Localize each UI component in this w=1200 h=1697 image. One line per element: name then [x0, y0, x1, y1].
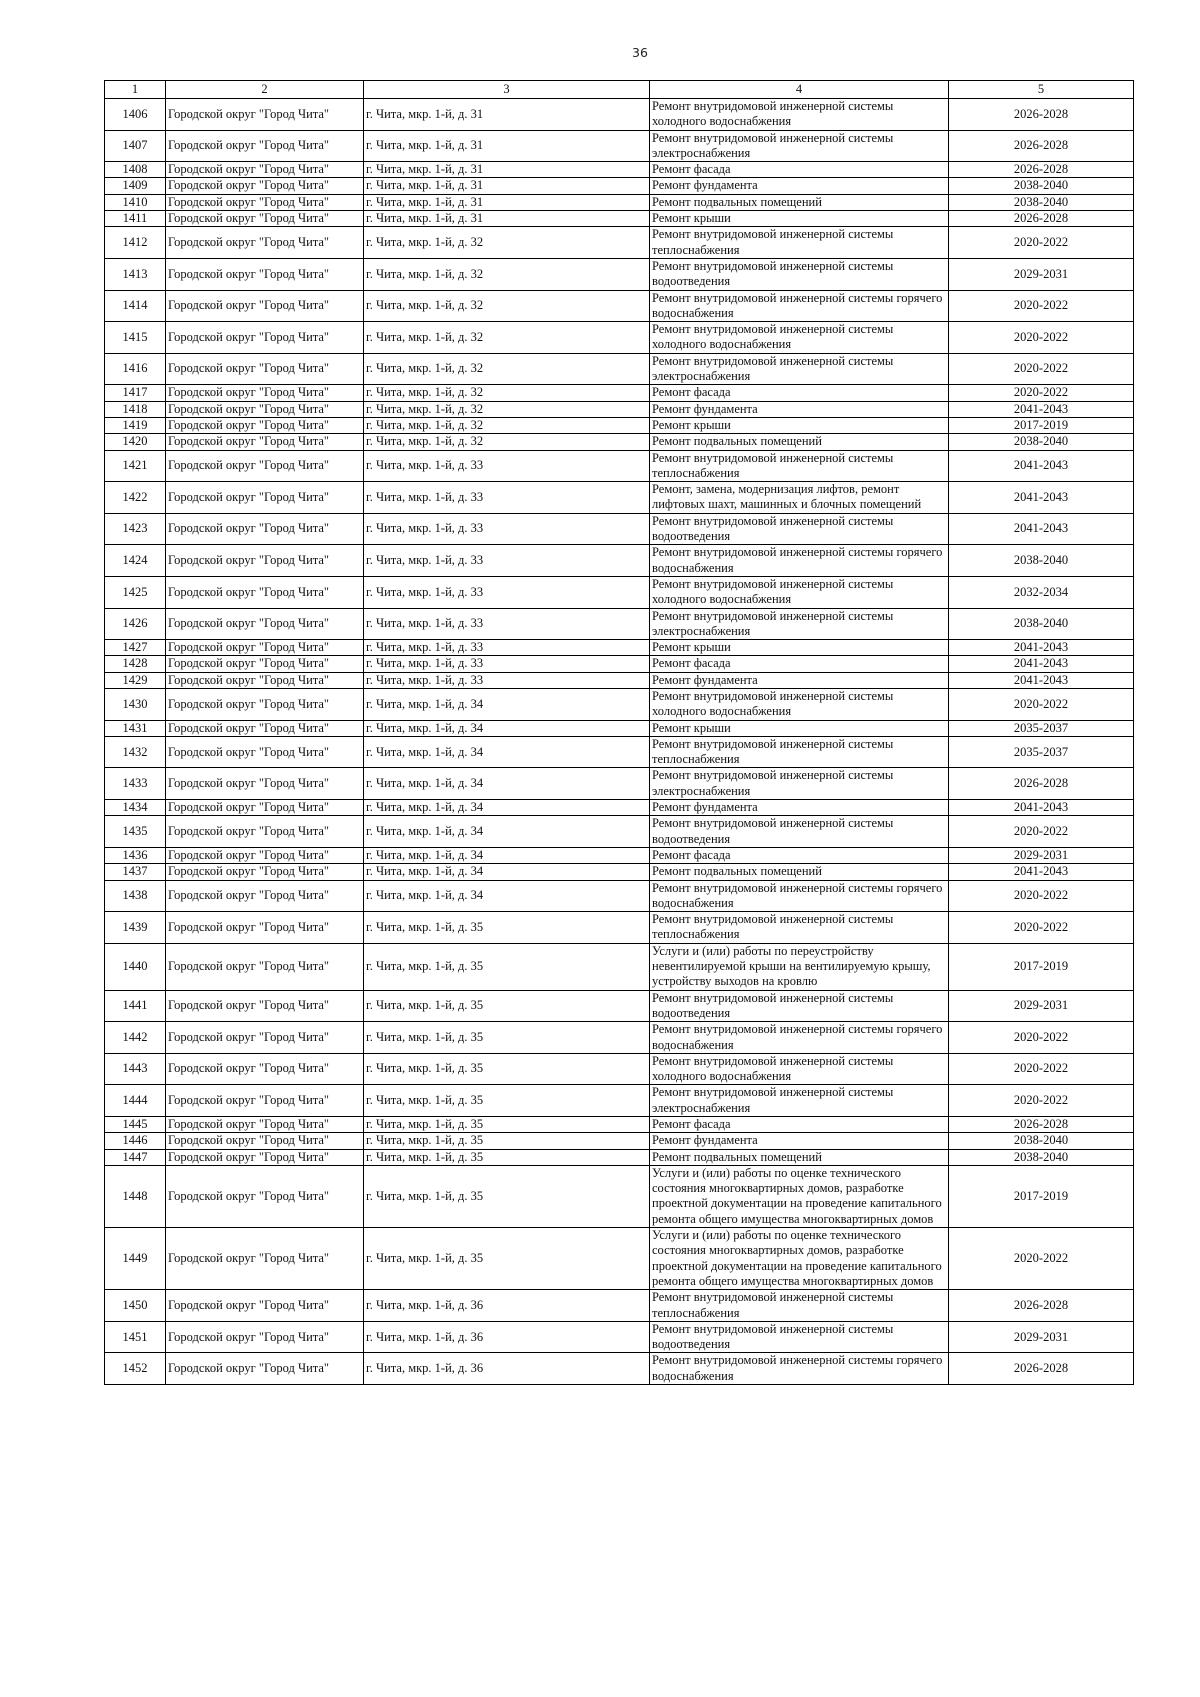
district-cell: Городской округ "Город Чита" [166, 912, 364, 944]
work-type-cell: Ремонт внутридомовой инженерной системы теплоснабжения [650, 450, 949, 482]
period-cell: 2041-2043 [949, 672, 1134, 688]
period-cell: 2041-2043 [949, 864, 1134, 880]
work-type-cell: Ремонт фасада [650, 1117, 949, 1133]
table-row [105, 482, 1134, 514]
address-cell: г. Чита, мкр. 1-й, д. 36 [364, 1321, 650, 1353]
table-row [105, 688, 1134, 720]
row-number-cell: 1413 [105, 258, 166, 290]
work-type-cell: Ремонт фасада [650, 385, 949, 401]
work-type-cell: Ремонт внутридомовой инженерной системы холодного водоснабжения [650, 1053, 949, 1085]
address-cell: г. Чита, мкр. 1-й, д. 35 [364, 1117, 650, 1133]
row-number-cell: 1411 [105, 211, 166, 227]
district-cell: Городской округ "Город Чита" [166, 99, 364, 131]
table-row [105, 417, 1134, 433]
table-row [105, 290, 1134, 322]
work-type-cell: Ремонт внутридомовой инженерной системы горячего водоснабжения [650, 1022, 949, 1054]
row-number-cell: 1410 [105, 194, 166, 210]
address-cell: г. Чита, мкр. 1-й, д. 32 [364, 290, 650, 322]
row-number-cell: 1438 [105, 880, 166, 912]
address-cell: г. Чита, мкр. 1-й, д. 36 [364, 1353, 650, 1385]
period-cell: 2038-2040 [949, 545, 1134, 577]
row-number-cell: 1441 [105, 990, 166, 1022]
work-type-cell: Ремонт фундамента [650, 1133, 949, 1149]
table-row [105, 353, 1134, 385]
address-cell: г. Чита, мкр. 1-й, д. 33 [364, 576, 650, 608]
district-cell: Городской округ "Город Чита" [166, 990, 364, 1022]
address-cell: г. Чита, мкр. 1-й, д. 31 [364, 99, 650, 131]
address-cell: г. Чита, мкр. 1-й, д. 32 [364, 417, 650, 433]
period-cell: 2032-2034 [949, 576, 1134, 608]
capital-repair-table [104, 80, 1134, 1385]
period-cell: 2026-2028 [949, 768, 1134, 800]
district-cell: Городской округ "Город Чита" [166, 768, 364, 800]
district-cell: Городской округ "Город Чита" [166, 258, 364, 290]
district-cell: Городской округ "Город Чита" [166, 864, 364, 880]
address-cell: г. Чита, мкр. 1-й, д. 34 [364, 720, 650, 736]
district-cell: Городской округ "Город Чита" [166, 1085, 364, 1117]
row-number-cell: 1406 [105, 99, 166, 131]
district-cell: Городской округ "Город Чита" [166, 800, 364, 816]
table-row [105, 99, 1134, 131]
address-cell: г. Чита, мкр. 1-й, д. 33 [364, 608, 650, 640]
table-row [105, 258, 1134, 290]
address-cell: г. Чита, мкр. 1-й, д. 33 [364, 545, 650, 577]
district-cell: Городской округ "Город Чита" [166, 1353, 364, 1385]
work-type-cell: Ремонт крыши [650, 211, 949, 227]
district-cell: Городской округ "Город Чита" [166, 736, 364, 768]
row-number-cell: 1436 [105, 847, 166, 863]
row-number-cell: 1449 [105, 1228, 166, 1290]
row-number-cell: 1427 [105, 640, 166, 656]
period-cell: 2020-2022 [949, 688, 1134, 720]
table-row [105, 656, 1134, 672]
work-type-cell: Ремонт внутридомовой инженерной системы горячего водоснабжения [650, 880, 949, 912]
row-number-cell: 1440 [105, 943, 166, 990]
address-cell: г. Чита, мкр. 1-й, д. 32 [364, 353, 650, 385]
address-cell: г. Чита, мкр. 1-й, д. 33 [364, 450, 650, 482]
row-number-cell: 1423 [105, 513, 166, 545]
district-cell: Городской округ "Город Чита" [166, 545, 364, 577]
address-cell: г. Чита, мкр. 1-й, д. 35 [364, 1085, 650, 1117]
work-type-cell: Ремонт внутридомовой инженерной системы электроснабжения [650, 768, 949, 800]
address-cell: г. Чита, мкр. 1-й, д. 34 [364, 847, 650, 863]
period-cell: 2017-2019 [949, 943, 1134, 990]
period-cell: 2026-2028 [949, 162, 1134, 178]
work-type-cell: Ремонт внутридомовой инженерной системы электроснабжения [650, 130, 949, 162]
district-cell: Городской округ "Город Чита" [166, 227, 364, 259]
district-cell: Городской округ "Город Чита" [166, 1290, 364, 1322]
period-cell: 2020-2022 [949, 322, 1134, 354]
table-row [105, 1228, 1134, 1290]
address-cell: г. Чита, мкр. 1-й, д. 35 [364, 1022, 650, 1054]
period-cell: 2041-2043 [949, 513, 1134, 545]
work-type-cell: Ремонт внутридомовой инженерной системы водоотведения [650, 258, 949, 290]
district-cell: Городской округ "Город Чита" [166, 880, 364, 912]
address-cell: г. Чита, мкр. 1-й, д. 34 [364, 880, 650, 912]
district-cell: Городской округ "Город Чита" [166, 290, 364, 322]
row-number-cell: 1431 [105, 720, 166, 736]
work-type-cell: Ремонт внутридомовой инженерной системы горячего водоснабжения [650, 290, 949, 322]
work-type-cell: Ремонт внутридомовой инженерной системы водоотведения [650, 816, 949, 848]
period-cell: 2017-2019 [949, 417, 1134, 433]
table-row [105, 990, 1134, 1022]
row-number-cell: 1439 [105, 912, 166, 944]
work-type-cell: Ремонт подвальных помещений [650, 194, 949, 210]
period-cell: 2041-2043 [949, 482, 1134, 514]
district-cell: Городской округ "Город Чита" [166, 608, 364, 640]
district-cell: Городской округ "Город Чита" [166, 1165, 364, 1227]
period-cell: 2020-2022 [949, 1053, 1134, 1085]
work-type-cell: Ремонт внутридомовой инженерной системы водоотведения [650, 990, 949, 1022]
period-cell: 2041-2043 [949, 640, 1134, 656]
row-number-cell: 1415 [105, 322, 166, 354]
address-cell: г. Чита, мкр. 1-й, д. 34 [364, 800, 650, 816]
address-cell: г. Чита, мкр. 1-й, д. 34 [364, 864, 650, 880]
period-cell: 2041-2043 [949, 656, 1134, 672]
table-row [105, 1053, 1134, 1085]
work-type-cell: Ремонт внутридомовой инженерной системы холодного водоснабжения [650, 576, 949, 608]
table-row [105, 640, 1134, 656]
district-cell: Городской округ "Город Чита" [166, 513, 364, 545]
row-number-cell: 1421 [105, 450, 166, 482]
row-number-cell: 1428 [105, 656, 166, 672]
period-cell: 2038-2040 [949, 608, 1134, 640]
period-cell: 2020-2022 [949, 1228, 1134, 1290]
district-cell: Городской округ "Город Чита" [166, 322, 364, 354]
period-cell: 2038-2040 [949, 194, 1134, 210]
period-cell: 2038-2040 [949, 1149, 1134, 1165]
work-type-cell: Ремонт внутридомовой инженерной системы теплоснабжения [650, 227, 949, 259]
work-type-cell: Ремонт внутридомовой инженерной системы теплоснабжения [650, 1290, 949, 1322]
table-body [105, 99, 1134, 1385]
table-row [105, 800, 1134, 816]
work-type-cell: Ремонт внутридомовой инженерной системы холодного водоснабжения [650, 688, 949, 720]
table-row [105, 1165, 1134, 1227]
period-cell: 2026-2028 [949, 211, 1134, 227]
period-cell: 2020-2022 [949, 880, 1134, 912]
period-cell: 2041-2043 [949, 401, 1134, 417]
address-cell: г. Чита, мкр. 1-й, д. 35 [364, 912, 650, 944]
row-number-cell: 1416 [105, 353, 166, 385]
table-row [105, 1149, 1134, 1165]
address-cell: г. Чита, мкр. 1-й, д. 32 [364, 434, 650, 450]
row-number-cell: 1414 [105, 290, 166, 322]
period-cell: 2029-2031 [949, 258, 1134, 290]
address-cell: г. Чита, мкр. 1-й, д. 32 [364, 401, 650, 417]
table-row [105, 513, 1134, 545]
table-row [105, 608, 1134, 640]
row-number-cell: 1426 [105, 608, 166, 640]
header-cell: 4 [650, 81, 949, 99]
period-cell: 2029-2031 [949, 990, 1134, 1022]
row-number-cell: 1425 [105, 576, 166, 608]
district-cell: Городской округ "Город Чита" [166, 417, 364, 433]
district-cell: Городской округ "Город Чита" [166, 450, 364, 482]
work-type-cell: Ремонт крыши [650, 720, 949, 736]
work-type-cell: Услуги и (или) работы по переустройству невентилируемой крыши на вентилируемую крышу, устройству выходов на кровлю [650, 943, 949, 990]
table-row [105, 736, 1134, 768]
row-number-cell: 1418 [105, 401, 166, 417]
period-cell: 2020-2022 [949, 290, 1134, 322]
row-number-cell: 1450 [105, 1290, 166, 1322]
period-cell: 2038-2040 [949, 178, 1134, 194]
work-type-cell: Ремонт внутридомовой инженерной системы теплоснабжения [650, 912, 949, 944]
period-cell: 2020-2022 [949, 912, 1134, 944]
work-type-cell: Ремонт фундамента [650, 672, 949, 688]
table-row [105, 211, 1134, 227]
district-cell: Городской округ "Город Чита" [166, 1022, 364, 1054]
row-number-cell: 1424 [105, 545, 166, 577]
period-cell: 2026-2028 [949, 1117, 1134, 1133]
row-number-cell: 1433 [105, 768, 166, 800]
period-cell: 2020-2022 [949, 1022, 1134, 1054]
address-cell: г. Чита, мкр. 1-й, д. 33 [364, 672, 650, 688]
table-row [105, 162, 1134, 178]
address-cell: г. Чита, мкр. 1-й, д. 31 [364, 130, 650, 162]
table-row [105, 434, 1134, 450]
address-cell: г. Чита, мкр. 1-й, д. 32 [364, 385, 650, 401]
work-type-cell: Ремонт фундамента [650, 178, 949, 194]
period-cell: 2038-2040 [949, 434, 1134, 450]
work-type-cell: Ремонт внутридомовой инженерной системы водоотведения [650, 1321, 949, 1353]
row-number-cell: 1429 [105, 672, 166, 688]
row-number-cell: 1437 [105, 864, 166, 880]
table-row [105, 816, 1134, 848]
row-number-cell: 1442 [105, 1022, 166, 1054]
address-cell: г. Чита, мкр. 1-й, д. 31 [364, 194, 650, 210]
work-type-cell: Ремонт внутридомовой инженерной системы холодного водоснабжения [650, 322, 949, 354]
row-number-cell: 1420 [105, 434, 166, 450]
address-cell: г. Чита, мкр. 1-й, д. 36 [364, 1290, 650, 1322]
table-row [105, 720, 1134, 736]
address-cell: г. Чита, мкр. 1-й, д. 34 [364, 768, 650, 800]
address-cell: г. Чита, мкр. 1-й, д. 34 [364, 688, 650, 720]
address-cell: г. Чита, мкр. 1-й, д. 31 [364, 162, 650, 178]
district-cell: Городской округ "Город Чита" [166, 688, 364, 720]
address-cell: г. Чита, мкр. 1-й, д. 35 [364, 990, 650, 1022]
district-cell: Городской округ "Город Чита" [166, 576, 364, 608]
address-cell: г. Чита, мкр. 1-й, д. 35 [364, 943, 650, 990]
table-row [105, 912, 1134, 944]
period-cell: 2029-2031 [949, 847, 1134, 863]
table-row [105, 194, 1134, 210]
table-row [105, 1022, 1134, 1054]
row-number-cell: 1432 [105, 736, 166, 768]
row-number-cell: 1417 [105, 385, 166, 401]
period-cell: 2020-2022 [949, 227, 1134, 259]
period-cell: 2026-2028 [949, 99, 1134, 131]
row-number-cell: 1448 [105, 1165, 166, 1227]
work-type-cell: Ремонт подвальных помещений [650, 864, 949, 880]
table-row [105, 864, 1134, 880]
address-cell: г. Чита, мкр. 1-й, д. 35 [364, 1149, 650, 1165]
table-row [105, 768, 1134, 800]
address-cell: г. Чита, мкр. 1-й, д. 33 [364, 513, 650, 545]
district-cell: Городской округ "Город Чита" [166, 401, 364, 417]
work-type-cell: Ремонт фасада [650, 656, 949, 672]
address-cell: г. Чита, мкр. 1-й, д. 35 [364, 1053, 650, 1085]
work-type-cell: Ремонт фундамента [650, 401, 949, 417]
period-cell: 2026-2028 [949, 130, 1134, 162]
district-cell: Городской округ "Город Чита" [166, 211, 364, 227]
table-row [105, 401, 1134, 417]
district-cell: Городской округ "Город Чита" [166, 194, 364, 210]
work-type-cell: Услуги и (или) работы по оценке технического состояния многоквартирных домов, разработке проектной документации на проведение капитального ремонта общего имущества многоквартирных домов [650, 1165, 949, 1227]
work-type-cell: Ремонт внутридомовой инженерной системы электроснабжения [650, 1085, 949, 1117]
period-cell: 2020-2022 [949, 816, 1134, 848]
district-cell: Городской округ "Город Чита" [166, 178, 364, 194]
district-cell: Городской округ "Город Чита" [166, 1149, 364, 1165]
address-cell: г. Чита, мкр. 1-й, д. 33 [364, 656, 650, 672]
row-number-cell: 1408 [105, 162, 166, 178]
district-cell: Городской округ "Город Чита" [166, 640, 364, 656]
address-cell: г. Чита, мкр. 1-й, д. 32 [364, 322, 650, 354]
work-type-cell: Ремонт подвальных помещений [650, 434, 949, 450]
work-type-cell: Ремонт внутридомовой инженерной системы электроснабжения [650, 608, 949, 640]
table-row [105, 1133, 1134, 1149]
period-cell: 2020-2022 [949, 353, 1134, 385]
work-type-cell: Ремонт фасада [650, 847, 949, 863]
period-cell: 2020-2022 [949, 385, 1134, 401]
address-cell: г. Чита, мкр. 1-й, д. 32 [364, 227, 650, 259]
district-cell: Городской округ "Город Чита" [166, 1321, 364, 1353]
address-cell: г. Чита, мкр. 1-й, д. 31 [364, 211, 650, 227]
address-cell: г. Чита, мкр. 1-й, д. 35 [364, 1165, 650, 1227]
row-number-cell: 1451 [105, 1321, 166, 1353]
period-cell: 2026-2028 [949, 1290, 1134, 1322]
work-type-cell: Ремонт крыши [650, 417, 949, 433]
row-number-cell: 1447 [105, 1149, 166, 1165]
header-cell: 3 [364, 81, 650, 99]
row-number-cell: 1444 [105, 1085, 166, 1117]
district-cell: Городской округ "Город Чита" [166, 385, 364, 401]
work-type-cell: Ремонт внутридомовой инженерной системы теплоснабжения [650, 736, 949, 768]
work-type-cell: Услуги и (или) работы по оценке технического состояния многоквартирных домов, разработке проектной документации на проведение капитального ремонта общего имущества многоквартирных домов [650, 1228, 949, 1290]
period-cell: 2029-2031 [949, 1321, 1134, 1353]
period-cell: 2041-2043 [949, 450, 1134, 482]
district-cell: Городской округ "Город Чита" [166, 1053, 364, 1085]
period-cell: 2038-2040 [949, 1133, 1134, 1149]
period-cell: 2035-2037 [949, 736, 1134, 768]
district-cell: Городской округ "Город Чита" [166, 482, 364, 514]
table-row [105, 672, 1134, 688]
table-row [105, 1321, 1134, 1353]
address-cell: г. Чита, мкр. 1-й, д. 34 [364, 816, 650, 848]
row-number-cell: 1409 [105, 178, 166, 194]
address-cell: г. Чита, мкр. 1-й, д. 34 [364, 736, 650, 768]
table-row [105, 1353, 1134, 1385]
period-cell: 2020-2022 [949, 1085, 1134, 1117]
address-cell: г. Чита, мкр. 1-й, д. 35 [364, 1228, 650, 1290]
district-cell: Городской округ "Город Чита" [166, 656, 364, 672]
work-type-cell: Ремонт подвальных помещений [650, 1149, 949, 1165]
district-cell: Городской округ "Город Чита" [166, 816, 364, 848]
table-row [105, 130, 1134, 162]
row-number-cell: 1419 [105, 417, 166, 433]
district-cell: Городской округ "Город Чита" [166, 672, 364, 688]
row-number-cell: 1407 [105, 130, 166, 162]
table-row [105, 576, 1134, 608]
table-row [105, 1290, 1134, 1322]
address-cell: г. Чита, мкр. 1-й, д. 31 [364, 178, 650, 194]
address-cell: г. Чита, мкр. 1-й, д. 33 [364, 482, 650, 514]
table-row [105, 880, 1134, 912]
work-type-cell: Ремонт фундамента [650, 800, 949, 816]
period-cell: 2017-2019 [949, 1165, 1134, 1227]
address-cell: г. Чита, мкр. 1-й, д. 32 [364, 258, 650, 290]
work-type-cell: Ремонт крыши [650, 640, 949, 656]
header-cell: 5 [949, 81, 1134, 99]
period-cell: 2035-2037 [949, 720, 1134, 736]
district-cell: Городской округ "Город Чита" [166, 130, 364, 162]
work-type-cell: Ремонт внутридомовой инженерной системы водоотведения [650, 513, 949, 545]
table-row [105, 450, 1134, 482]
district-cell: Городской округ "Город Чита" [166, 434, 364, 450]
table-row [105, 545, 1134, 577]
row-number-cell: 1452 [105, 1353, 166, 1385]
period-cell: 2041-2043 [949, 800, 1134, 816]
address-cell: г. Чита, мкр. 1-й, д. 33 [364, 640, 650, 656]
period-cell: 2026-2028 [949, 1353, 1134, 1385]
work-type-cell: Ремонт, замена, модернизация лифтов, ремонт лифтовых шахт, машинных и блочных помещений [650, 482, 949, 514]
table-row [105, 1117, 1134, 1133]
work-type-cell: Ремонт внутридомовой инженерной системы холодного водоснабжения [650, 99, 949, 131]
row-number-cell: 1434 [105, 800, 166, 816]
work-type-cell: Ремонт внутридомовой инженерной системы горячего водоснабжения [650, 1353, 949, 1385]
table-row [105, 1085, 1134, 1117]
table-row [105, 227, 1134, 259]
row-number-cell: 1445 [105, 1117, 166, 1133]
work-type-cell: Ремонт внутридомовой инженерной системы электроснабжения [650, 353, 949, 385]
table-row [105, 178, 1134, 194]
district-cell: Городской округ "Город Чита" [166, 943, 364, 990]
district-cell: Городской округ "Город Чита" [166, 1117, 364, 1133]
work-type-cell: Ремонт фасада [650, 162, 949, 178]
address-cell: г. Чита, мкр. 1-й, д. 35 [364, 1133, 650, 1149]
table-row [105, 847, 1134, 863]
row-number-cell: 1446 [105, 1133, 166, 1149]
work-type-cell: Ремонт внутридомовой инженерной системы горячего водоснабжения [650, 545, 949, 577]
district-cell: Городской округ "Город Чита" [166, 1228, 364, 1290]
row-number-cell: 1412 [105, 227, 166, 259]
table-row [105, 322, 1134, 354]
header-cell: 2 [166, 81, 364, 99]
row-number-cell: 1430 [105, 688, 166, 720]
district-cell: Городской округ "Город Чита" [166, 162, 364, 178]
header-cell: 1 [105, 81, 166, 99]
row-number-cell: 1443 [105, 1053, 166, 1085]
row-number-cell: 1435 [105, 816, 166, 848]
page-number: 36 [632, 45, 648, 60]
district-cell: Городской округ "Город Чита" [166, 353, 364, 385]
district-cell: Городской округ "Город Чита" [166, 720, 364, 736]
header-row [105, 81, 1134, 99]
table-row [105, 385, 1134, 401]
district-cell: Городской округ "Город Чита" [166, 1133, 364, 1149]
district-cell: Городской округ "Город Чита" [166, 847, 364, 863]
row-number-cell: 1422 [105, 482, 166, 514]
table-row [105, 943, 1134, 990]
